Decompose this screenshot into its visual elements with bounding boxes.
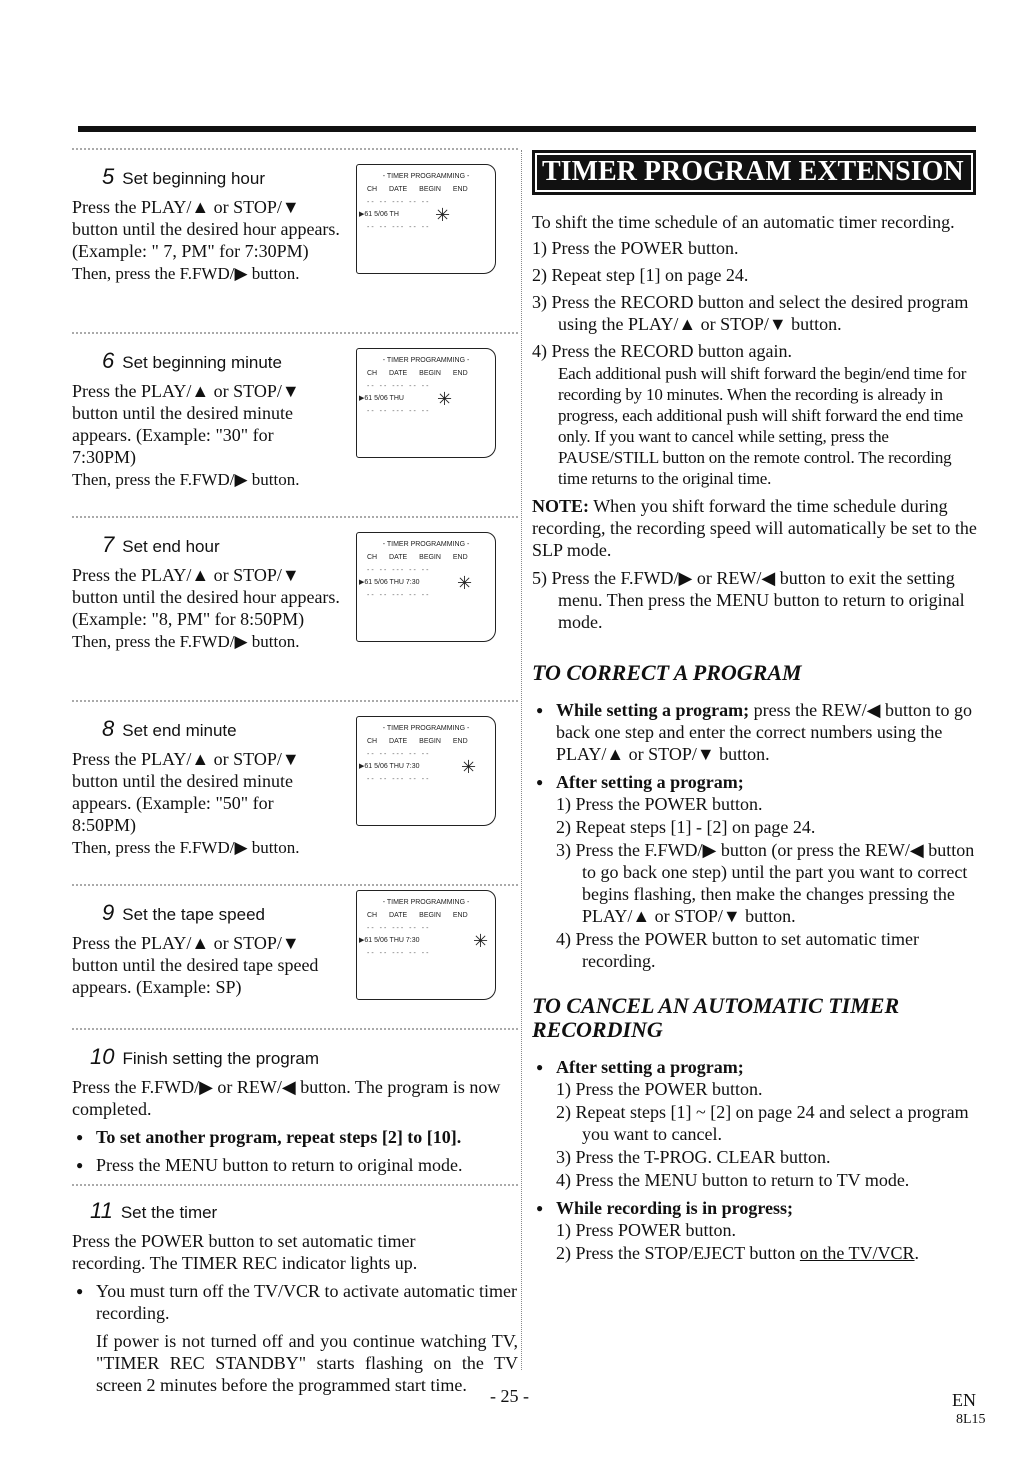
step-number: 6 bbox=[102, 348, 115, 373]
list-item: 1) Press the POWER button. bbox=[556, 1079, 763, 1099]
flash-mark-icon: ✳ bbox=[473, 931, 489, 951]
step-5 bbox=[72, 150, 518, 332]
step-10 bbox=[72, 1030, 518, 1184]
step-title: Set beginning minute bbox=[122, 353, 282, 372]
step-title: Set end hour bbox=[122, 537, 220, 556]
list-item: 5) Press the F.FWD/▶ or REW/◀ button to exit the setting menu. Then press the MENU button to return to original mode. bbox=[532, 568, 965, 632]
cancel-section-title: TO CANCEL AN AUTOMATIC TIMER RECORDING bbox=[532, 993, 900, 1042]
flash-mark-icon: ✳ bbox=[457, 573, 473, 593]
correct-steps bbox=[532, 793, 978, 972]
top-rule bbox=[78, 126, 976, 132]
list-item: 3) Press the T-PROG. CLEAR button. bbox=[556, 1147, 831, 1167]
step-then: Then, press the F.FWD/▶ button. bbox=[72, 632, 300, 651]
timer-osd-illustration: - TIMER PROGRAMMING - CH DATE BEGIN END -- -- --- -- -- ▶61 5/06 THU 7:30 -- -- --- -- -- ✳ bbox=[356, 890, 496, 1000]
column-divider bbox=[521, 150, 522, 1370]
step-text: Press the POWER button to set automatic timer recording. The TIMER REC indicator lights up. bbox=[72, 1231, 418, 1273]
step-then: Then, press the F.FWD/▶ button. bbox=[72, 470, 300, 489]
step-number: 7 bbox=[102, 532, 115, 557]
list-item: 4) Press the MENU button to return to TV mode. bbox=[556, 1170, 910, 1190]
step-text: Press the PLAY/▲ or STOP/▼ button until the desired minute appears. (Example: "50" for 8:50PM) bbox=[72, 749, 300, 835]
bullet-after-setting: ● After setting a program; bbox=[532, 771, 978, 793]
step-number: 11 bbox=[90, 1198, 113, 1223]
bullet-repeat-steps: ● To set another program, repeat steps [2] to [10]. bbox=[72, 1126, 518, 1148]
language-code: EN bbox=[952, 1390, 976, 1410]
bullet-while-setting: ● While setting a program; press the REW/◀ button to go back one step and enter the correct numbers using the PLAY/▲ or STOP/▼ button. bbox=[532, 699, 978, 765]
cancel-recording-steps bbox=[532, 1219, 978, 1264]
step-text: Press the PLAY/▲ or STOP/▼ button until the desired minute appears. (Example: "30" for 7:30PM) bbox=[72, 381, 300, 467]
bullet-after-setting-cancel: ● After setting a program; bbox=[532, 1056, 978, 1078]
step-9 bbox=[72, 886, 518, 1028]
list-item: 2) Repeat step [1] on page 24. bbox=[532, 265, 749, 285]
list-item: 2) Repeat steps [1] ~ [2] on page 24 and select a program you want to cancel. bbox=[556, 1102, 969, 1144]
list-item: 1) Press the POWER button. bbox=[532, 238, 739, 258]
step-text: Press the F.FWD/▶ or REW/◀ button. The program is now completed. bbox=[72, 1077, 501, 1119]
flash-mark-icon: ✳ bbox=[461, 757, 477, 777]
left-column bbox=[72, 148, 518, 1396]
list-item: 4) Press the RECORD button again. bbox=[532, 341, 792, 361]
step-number: 5 bbox=[102, 164, 115, 189]
bullet-turn-off: ● You must turn off the TV/VCR to activate automatic timer recording. bbox=[72, 1280, 518, 1324]
step-6 bbox=[72, 334, 518, 516]
list-item: 4) Press the POWER button to set automatic timer recording. bbox=[556, 929, 919, 971]
cancel-steps bbox=[532, 1078, 978, 1191]
flash-mark-icon: ✳ bbox=[435, 205, 451, 225]
flash-mark-icon: ✳ bbox=[437, 389, 453, 409]
step-number: 10 bbox=[90, 1044, 115, 1069]
timer-osd-illustration: - TIMER PROGRAMMING - CH DATE BEGIN END -- -- --- -- -- ▶61 5/06 THU 7:30 -- -- --- -- -- ✳ bbox=[356, 532, 496, 642]
step-then: Then, press the F.FWD/▶ button. bbox=[72, 838, 300, 857]
right-column bbox=[532, 150, 978, 1265]
model-code: 8L15 bbox=[956, 1412, 986, 1427]
step-text: Press the PLAY/▲ or STOP/▼ button until the desired tape speed appears. (Example: SP) bbox=[72, 933, 319, 997]
step-title: Set the timer bbox=[120, 1203, 218, 1222]
step-title: Set the tape speed bbox=[122, 905, 265, 924]
step-then: Then, press the F.FWD/▶ button. bbox=[72, 264, 300, 283]
extension-detail: Each additional push will shift forward the begin/end time for recording by 10 minutes. When the recording is already in progress, each additional push will shift forward the end time only. If you want to cancel while setting, press the PAUSE/STILL button on the remote control. The recording time returns to the original time. bbox=[558, 364, 967, 488]
extension-intro: To shift the time schedule of an automatic timer recording. bbox=[532, 212, 955, 232]
step-text: Press the PLAY/▲ or STOP/▼ button until the desired hour appears. (Example: "8, PM" for 8:50PM) bbox=[72, 565, 340, 629]
section-banner-title: TIMER PROGRAM EXTENSION bbox=[532, 150, 976, 195]
step-title: Set end minute bbox=[122, 721, 237, 740]
step-title: Set beginning hour bbox=[122, 169, 265, 188]
timer-osd-illustration: - TIMER PROGRAMMING - CH DATE BEGIN END -- -- --- -- -- ▶61 5/06 THU 7:30 -- -- --- -- -- ✳ bbox=[356, 716, 496, 826]
step-11 bbox=[72, 1186, 518, 1396]
step-8 bbox=[72, 702, 518, 884]
standby-note: If power is not turned off and you continue watching TV, "TIMER REC STANDBY" starts flashing on the TV screen 2 minutes before the programmed start time. bbox=[96, 1331, 518, 1395]
list-item: 1) Press the POWER button. bbox=[556, 794, 763, 814]
list-item: 2) Press the STOP/EJECT button on the TV/VCR. bbox=[556, 1243, 920, 1263]
timer-osd-illustration: - TIMER PROGRAMMING - CH DATE BEGIN END -- -- --- -- -- ▶61 5/06 THU -- -- --- -- -- ✳ bbox=[356, 348, 496, 458]
page-number: - 25 - bbox=[490, 1386, 529, 1406]
step-7 bbox=[72, 518, 518, 700]
step-number: 9 bbox=[102, 900, 115, 925]
step-title: Finish setting the program bbox=[122, 1049, 320, 1068]
list-item: 3) Press the RECORD button and select the desired program using the PLAY/▲ or STOP/▼ button. bbox=[532, 292, 969, 334]
timer-osd-illustration: - TIMER PROGRAMMING - CH DATE BEGIN END -- -- --- -- -- ▶61 5/06 TH -- -- --- -- -- ✳ bbox=[356, 164, 496, 274]
extension-note: NOTE: When you shift forward the time schedule during recording, the recording speed will automatically be set to the SLP mode. bbox=[532, 496, 977, 560]
list-item: 2) Repeat steps [1] - [2] on page 24. bbox=[556, 817, 816, 837]
bullet-menu: ● Press the MENU button to return to original mode. bbox=[72, 1154, 518, 1176]
step-number: 8 bbox=[102, 716, 115, 741]
correct-section-title: TO CORRECT A PROGRAM bbox=[532, 660, 802, 685]
extension-steps bbox=[532, 237, 978, 489]
list-item: 3) Press the F.FWD/▶ button (or press the REW/◀ button to go back one step) until the part you want to correct begins flashing, then make the changes pressing the PLAY/▲ or STOP/▼ button. bbox=[556, 840, 975, 926]
list-item: 1) Press POWER button. bbox=[556, 1220, 736, 1240]
bullet-while-recording: ● While recording is in progress; bbox=[532, 1197, 978, 1219]
step-text: Press the PLAY/▲ or STOP/▼ button until the desired hour appears. (Example: " 7, PM" for 7:30PM) bbox=[72, 197, 340, 261]
